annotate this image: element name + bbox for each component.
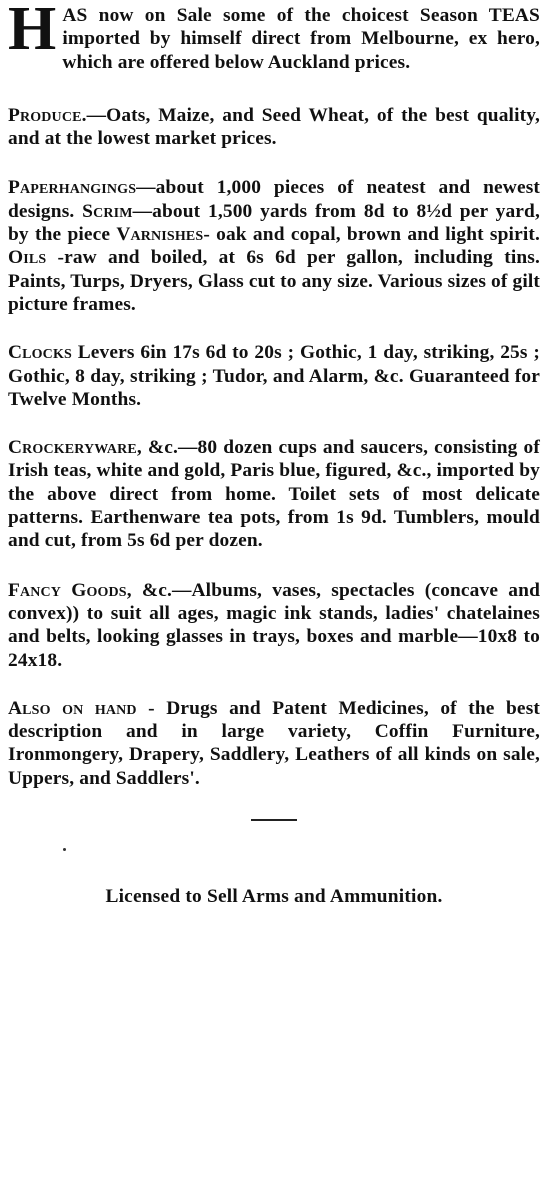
paperhangings-text-4: -raw and boiled, at 6s 6d per gallon, including tins. Paints, Turps, Dryers, Glass cut to any size. Various sizes of gilt picture frames. (8, 247, 541, 315)
licence-notice: Licensed to Sell Arms and Ammunition. (105, 886, 443, 908)
fancy-goods-text: , &c.—Albums, vases, spectacles (concave and convex)) to suit all ages, magic ink stands, ladies' chatelaines and belts, looking glasses in trays, boxes and marble—10x8 to 24x18. (8, 579, 540, 671)
produce-text: —Oats, Maize, and Seed Wheat, of the best quality, and at the lowest market prices. (8, 104, 540, 150)
paperhangings-text-2: —about 1,500 yards from 8d to 8½d per yard, by the piece (8, 200, 540, 246)
intro-paragraph (8, 0, 540, 74)
paperhangings-text-3: - oak and copal, brown and light spirit. (203, 224, 540, 246)
crockery-heading: Crockeryware (8, 437, 137, 459)
crockery-text: , &c.—80 dozen cups and saucers, consisting of Irish teas, white and gold, Paris blue, figured, &c., imported by the above direct from home. Toilet sets of most delicate patterns. Earthenware tea pots, from 1s 9d. Tumblers, mould and cut, from 5s 6d per dozen. (8, 437, 540, 552)
paperhangings-heading: Paperhangings (8, 177, 137, 199)
drop-cap: H (8, 0, 57, 63)
also-on-hand-heading: Also on hand (8, 697, 137, 719)
paperhangings-paragraph (8, 176, 540, 316)
intro-text: AS now on Sale some of the choicest Season TEAS imported by himself direct from Melbourne, ex hero, which are offered below Auckland prices. (62, 5, 540, 73)
crockery-paragraph (8, 436, 540, 552)
clocks-heading: Clocks (8, 342, 72, 364)
varnishes-heading: Varnishes (116, 224, 204, 246)
oils-heading: Oils (8, 247, 47, 269)
advertisement-column (8, 0, 541, 908)
clocks-paragraph (8, 341, 540, 411)
paperhangings-text-1: —about 1,000 pieces of neatest and newest designs. (8, 177, 540, 222)
fancy-goods-paragraph (8, 579, 540, 672)
clocks-text: Levers 6in 17s 6d to 20s ; Gothic, 1 day, striking, 25s ; Gothic, 8 day, striking ; Tudor, and Alarm, &c. Guaranteed for Twelve Months. (8, 342, 540, 410)
also-on-hand-text: - Drugs and Patent Medicines, of the best description and in large variety, Coffin Furniture, Ironmongery, Drapery, Saddlery, Leathers of all kinds on sale, Uppers, and Saddlers'. (8, 697, 540, 789)
fancy-goods-heading: Fancy Goods (8, 579, 127, 601)
scrim-heading: Scrim (82, 200, 133, 222)
produce-heading: Produce. (8, 104, 87, 126)
also-on-hand-paragraph (8, 697, 540, 790)
produce-paragraph (8, 104, 540, 151)
section-divider (251, 819, 297, 821)
print-speck (63, 848, 66, 851)
